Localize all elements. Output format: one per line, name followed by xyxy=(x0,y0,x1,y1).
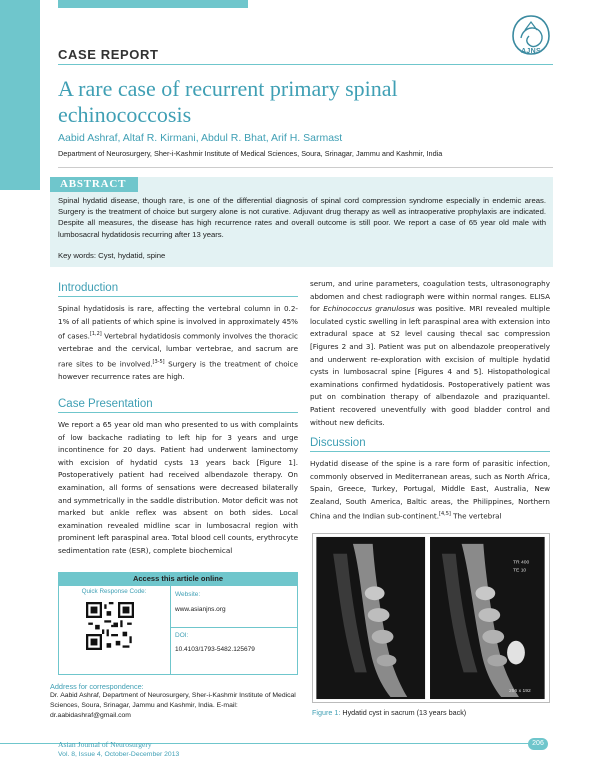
access-box-divider xyxy=(170,586,171,675)
affiliation-divider xyxy=(58,167,553,168)
introduction-heading: Introduction xyxy=(58,282,119,294)
decorative-top-ribbon xyxy=(58,0,248,8)
keywords-label: Key words: xyxy=(58,251,97,260)
doi-label: DOI: xyxy=(175,632,189,639)
mri-figure-image xyxy=(312,533,550,703)
discussion-text xyxy=(310,458,550,523)
keywords xyxy=(58,251,165,260)
mri-overlay-text: TR 400 xyxy=(513,560,530,566)
qr-code-label: Quick Response Code: xyxy=(81,588,147,595)
citation: [3-5] xyxy=(152,358,165,365)
citation: [4,5] xyxy=(439,511,451,518)
introduction-text-part: Spinal hydatidosis is rare, affecting the vertebral column in 0.2-1% of all patients of which spine is involved in approximately 45% of cases. xyxy=(58,304,298,341)
keywords-value: Cyst, hydatid, spine xyxy=(98,251,166,260)
case-presentation-divider xyxy=(58,412,298,413)
correspondence-heading: Address for correspondence: xyxy=(50,682,144,691)
qr-code-icon[interactable] xyxy=(86,602,134,650)
figure-caption-text: Hydatid cyst in sacrum (13 years back) xyxy=(340,708,467,717)
figure-caption xyxy=(312,708,466,717)
citation: [1,2] xyxy=(89,331,102,338)
discussion-divider xyxy=(310,451,550,452)
access-article-title: Access this article online xyxy=(58,572,298,586)
case-text-part: serum, and urine parameters, coagulation tests, ultrasonography abdomen and chest radiograph were within normal ranges. ELISA for xyxy=(310,279,550,314)
section-label: CASE REPORT xyxy=(58,47,159,62)
section-label-divider xyxy=(58,64,553,65)
website-label: Website: xyxy=(175,591,201,598)
mri-overlay-text: 256 x 192 xyxy=(509,689,531,695)
case-presentation-heading: Case Presentation xyxy=(58,398,153,410)
case-presentation-text: We report a 65 year old man who presented to us with complaints of low backache radiating to left hip for 3 years and urge incontinence for 20 days. Patient had underwent laminectomy with excision of hydatid cysts 13 years back [Figure 1]. Postoperatively patient had received albendazole therapy. On examination, all forms of sensations were decreased bilaterally and symmetrically in the saddle distribution. Motor deficit was not marked but ankle reflex was absent on both sides. Local examination revealed midline scar in lumbosacral region with prominent left paraspinal area. Total blood cell counts, erythrocyte sedimentation rate (ESR), complete biochemical xyxy=(58,420,298,555)
author-list: Aabid Ashraf, Altaf R. Kirmani, Abdul R. Bhat, Arif H. Sarmast xyxy=(58,132,343,144)
doi-link[interactable]: 10.4103/1793-5482.125679 xyxy=(175,646,255,653)
case-text-part: was positive. MRI revealed multiple loculated cystic swelling in left paraspinal area with extension into extradural space at S2 level causing thecal sac compression [Figures 2 and 3]. Patient was put on albendazole preoperatively and underwent re-exploration with excision of multiple hydatid cysts in lumbosacral spine [Figures 4 and 5]. Histopathological examinations confirmed hydatidosis. Postoperatively patient was put on combination therapy of albendazole and praziquantel. Patient recovered uneventfully with good bladder control and without new deficits. xyxy=(310,304,551,427)
website-link[interactable]: www.asianjns.org xyxy=(175,606,226,613)
page-number: 206 xyxy=(528,738,548,750)
access-row-divider xyxy=(171,627,298,628)
volume-info: Vol. 8, Issue 4, October-December 2013 xyxy=(58,751,180,758)
logo-text: AJNS xyxy=(521,48,541,55)
organism-name: Echinococcus granulosus xyxy=(323,304,415,314)
correspondence-text: Dr. Aabid Ashraf, Department of Neurosurgery, Sher-i-Kashmir Institute of Medical Sciences, Soura, Srinagar, Jammu and Kashmir, India. E-mail: dr.aabidashraf@gmail.com xyxy=(50,692,296,719)
introduction-text-part: Vertebral hydatidosis commonly involves the thoracic vertebrae and the cervical, lumbar vertebrae, and sacrum are rare sites to be involved. xyxy=(58,331,298,369)
figure-caption-label: Figure 1: xyxy=(312,708,341,717)
abstract-text: Spinal hydatid disease, though rare, is one of the differential diagnosis of spinal cord compression syndrome especially in endemic areas. Surgery is the treatment of choice but surgery alone is not curative. Adjuvant drug therapy as well as intraoperative prophylaxis are indicated. Despite all measures, the disease has high recurrence rates and overall outcome is still poor. We report a case of 65 year old male with lumbosacral hydatidosis recurring after 13 years. xyxy=(58,196,546,239)
journal-name: Asian Journal of Neurosurgery xyxy=(58,740,152,749)
mri-overlay-text: TE 10 xyxy=(513,568,527,574)
abstract-label: ABSTRACT xyxy=(60,178,127,190)
discussion-text-part: The vertebral xyxy=(450,511,502,521)
decorative-side-bar xyxy=(0,0,40,190)
discussion-text-part: Hydatid disease of the spine is a rare form of parasitic infection, commonly observed in Mediterranean areas, such as North Africa, Spain, Greece, Turkey, Portugal, Middle East, Australia, New Zealand, South America, Baltic areas, the Philippines, Northern China and the Indian sub-continent. xyxy=(310,459,550,521)
introduction-text-part: Surgery is the treatment of choice however recurrence rates are high. xyxy=(58,359,298,381)
article-title: A rare case of recurrent primary spinal echinococcosis xyxy=(58,76,398,127)
discussion-heading: Discussion xyxy=(310,437,366,449)
affiliation: Department of Neurosurgery, Sher-i-Kashmir Institute of Medical Sciences, Soura, Srinagar, Jammu and Kashmir, India xyxy=(58,149,443,158)
case-presentation-text-continued xyxy=(310,278,550,429)
introduction-text xyxy=(58,303,298,383)
introduction-divider xyxy=(58,296,298,297)
